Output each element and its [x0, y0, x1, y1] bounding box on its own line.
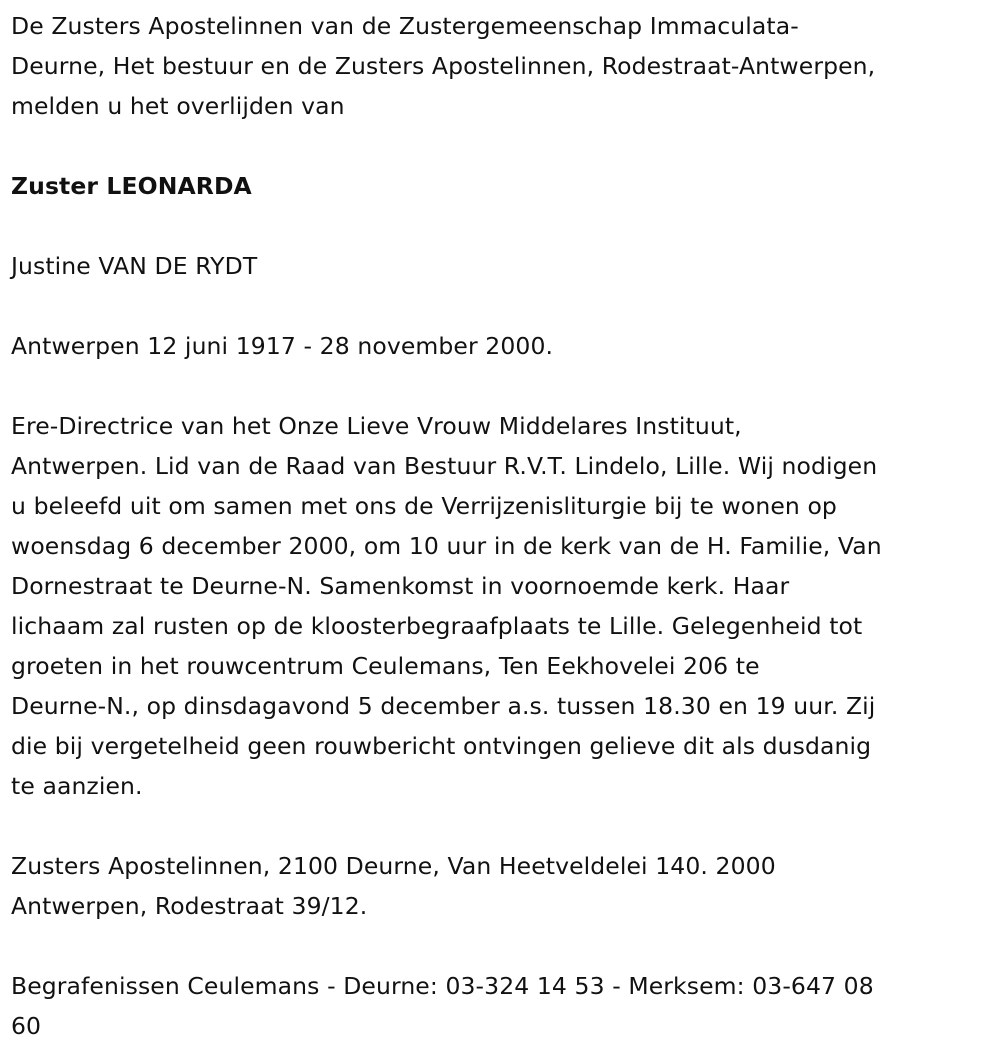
religious-name: Zuster LEONARDA [11, 172, 252, 200]
civil-name: Justine VAN DE RYDT [11, 252, 258, 280]
notice-body: Ere-Directrice van het Onze Lieve Vrouw Middelares Instituut, Antwerpen. Lid van de Raad van Bestuur R.V.T. Lindelo, Lille. Wij nodigen u beleefd uit om samen met ons de Verrijzenisliturgie bij te wonen op woensdag 6 december 2000, om 10 uur in de kerk van de H. Familie, Van Dornestraat te Deurne-N. Samenkomst in voornoemde kerk. Haar lichaam zal rusten op de kloosterbegraafplaats te Lille. Gelegenheid tot groeten in het rouwcentrum Ceulemans, Ten Eekhovelei 206 te Deurne-N., op dinsdagavond 5 december a.s. tussen 18.30 en 19 uur. Zij die bij vergetelheid geen rouwbericht ontvingen gelieve dit als dusdanig te aanzien. [11, 412, 882, 800]
announcement-text: De Zusters Apostelinnen van de Zustergemeenschap Immaculata- Deurne, Het bestuur en de Zusters Apostelinnen, Rodestraat-Antwerpen, melden u het overlijden van [11, 12, 876, 120]
addresses: Zusters Apostelinnen, 2100 Deurne, Van Heetveldelei 140. 2000 Antwerpen, Rodestraat 39/12. [11, 852, 776, 920]
life-dates: Antwerpen 12 juni 1917 - 28 november 2000. [11, 332, 554, 360]
funeral-home-contact: Begrafenissen Ceulemans - Deurne: 03-324 14 53 - Merksem: 03-647 08 60 [11, 972, 874, 1040]
spacer [11, 206, 991, 246]
spacer [11, 126, 991, 166]
death-notice [11, 6, 991, 1046]
spacer [11, 366, 991, 406]
spacer [11, 286, 991, 326]
spacer [11, 926, 991, 966]
spacer [11, 806, 991, 846]
